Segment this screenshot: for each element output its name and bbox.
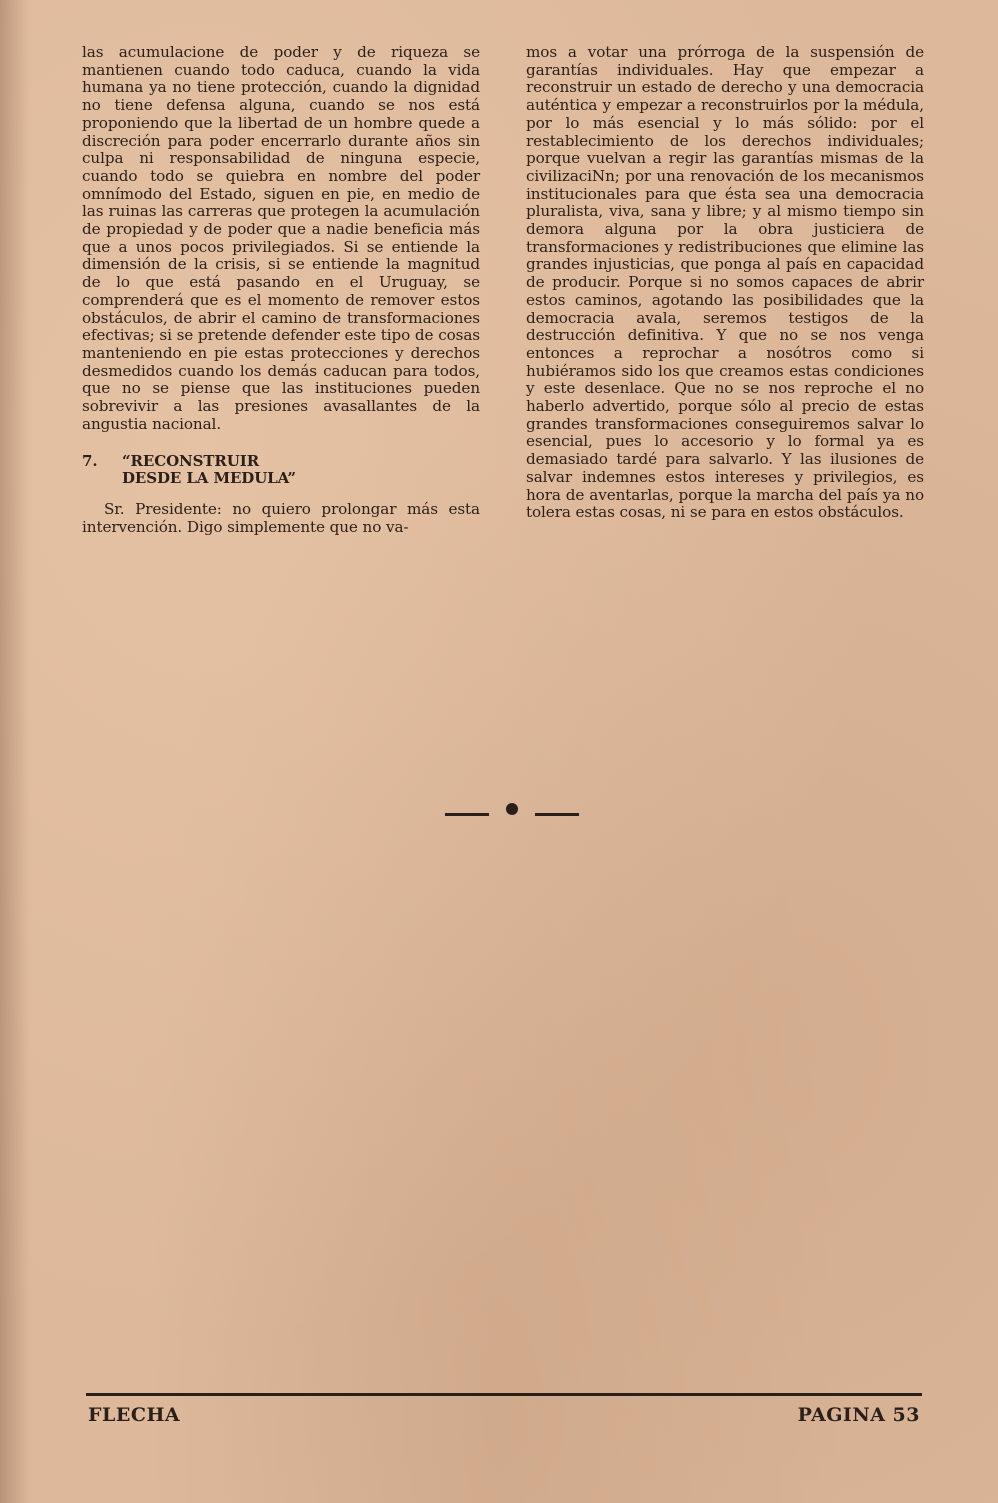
left-column bbox=[82, 44, 480, 537]
left-paragraph-1: las acumulacione de poder y de riqueza se mantienen cuando todo caduca, cuando la vida humana ya no tiene protección, cuando la dignidad no tiene defensa alguna, cuando se nos está proponiendo que la libertad de un hombre quede a discreción para poder encerrarlo durante años sin culpa ni responsabilidad de ninguna especie, cuando todo se quiebra en nombre del poder omnímodo del Estado, siguen en pie, en medio de las ruinas las carreras que protegen la acumulación de propiedad y de poder que a nadie beneficia más que a unos pocos privilegiados. Si se entiende la dimensión de la crisis, si se entiende la magnitud de lo que está pasando en el Uruguay, se comprenderá que es el momento de remover estos obstáculos, de abrir el camino de transformaciones efectivas; si se pretende defender este tipo de cosas manteniendo en pie estas protecciones y derechos desmedidos cuando los demás caducan para todos, que no se piense que las instituciones pueden sobrevivir a las presiones avasallantes de la angustia nacional. bbox=[82, 43, 480, 433]
section-heading bbox=[82, 453, 480, 487]
section-title bbox=[122, 453, 296, 487]
section-number: 7. bbox=[82, 452, 98, 471]
right-column bbox=[526, 44, 924, 522]
left-paragraph-2: Sr. Presidente: no quiero prolongar más esta intervención. Digo simplemente que no va- bbox=[82, 500, 480, 537]
separator-dot bbox=[506, 803, 518, 815]
footer-rule bbox=[86, 1393, 922, 1396]
footer-publication: FLECHA bbox=[88, 1404, 181, 1426]
separator-left-dash bbox=[445, 813, 489, 816]
footer-page-number: PAGINA 53 bbox=[797, 1404, 920, 1426]
section-separator-ornament bbox=[443, 800, 583, 820]
section-title-line-2: DESDE LA MEDULA” bbox=[122, 469, 296, 488]
separator-right-dash bbox=[535, 813, 579, 816]
right-paragraph-1: mos a votar una prórroga de la suspensión de garantías individuales. Hay que empezar a reconstruir un estado de derecho y una democracia auténtica y empezar a reconstruirlos por la médula, por lo más esencial y lo más sólido: por el restablecimiento de los derechos individuales; porque vuelvan a regir las garantías mismas de la civilizaciNn; por una renovación de los mecanismos institucionales para que ésta sea una democracia pluralista, viva, sana y libre; y al mismo tiempo sin demora alguna por la obra justiciera de transformaciones y redistribuciones que elimine las grandes injusticias, que ponga al país en capacidad de producir. Porque si no somos capaces de abrir estos caminos, agotando las posibilidades que la democracia avala, seremos testigos de la destrucción definitiva. Y que no se nos venga entonces a reprochar a nosótros como si hubiéramos sido los que creamos estas condiciones y este desenlace. Que no se nos reproche el no haberlo advertido, porque sólo al precio de estas grandes transformaciones conseguiremos salvar lo esencial, pues lo accesorio y lo formal ya es demasiado tardé para salvarlo. Y las ilusiones de salvar indemnes estos intereses y privilegios, es hora de aventarlas, porque la marcha del país ya no tolera estas cosas, ni se para en estos obstáculos. bbox=[526, 43, 924, 522]
section-title-line-1: “RECONSTRUIR bbox=[122, 452, 260, 471]
page-fold-shadow bbox=[0, 0, 30, 1503]
